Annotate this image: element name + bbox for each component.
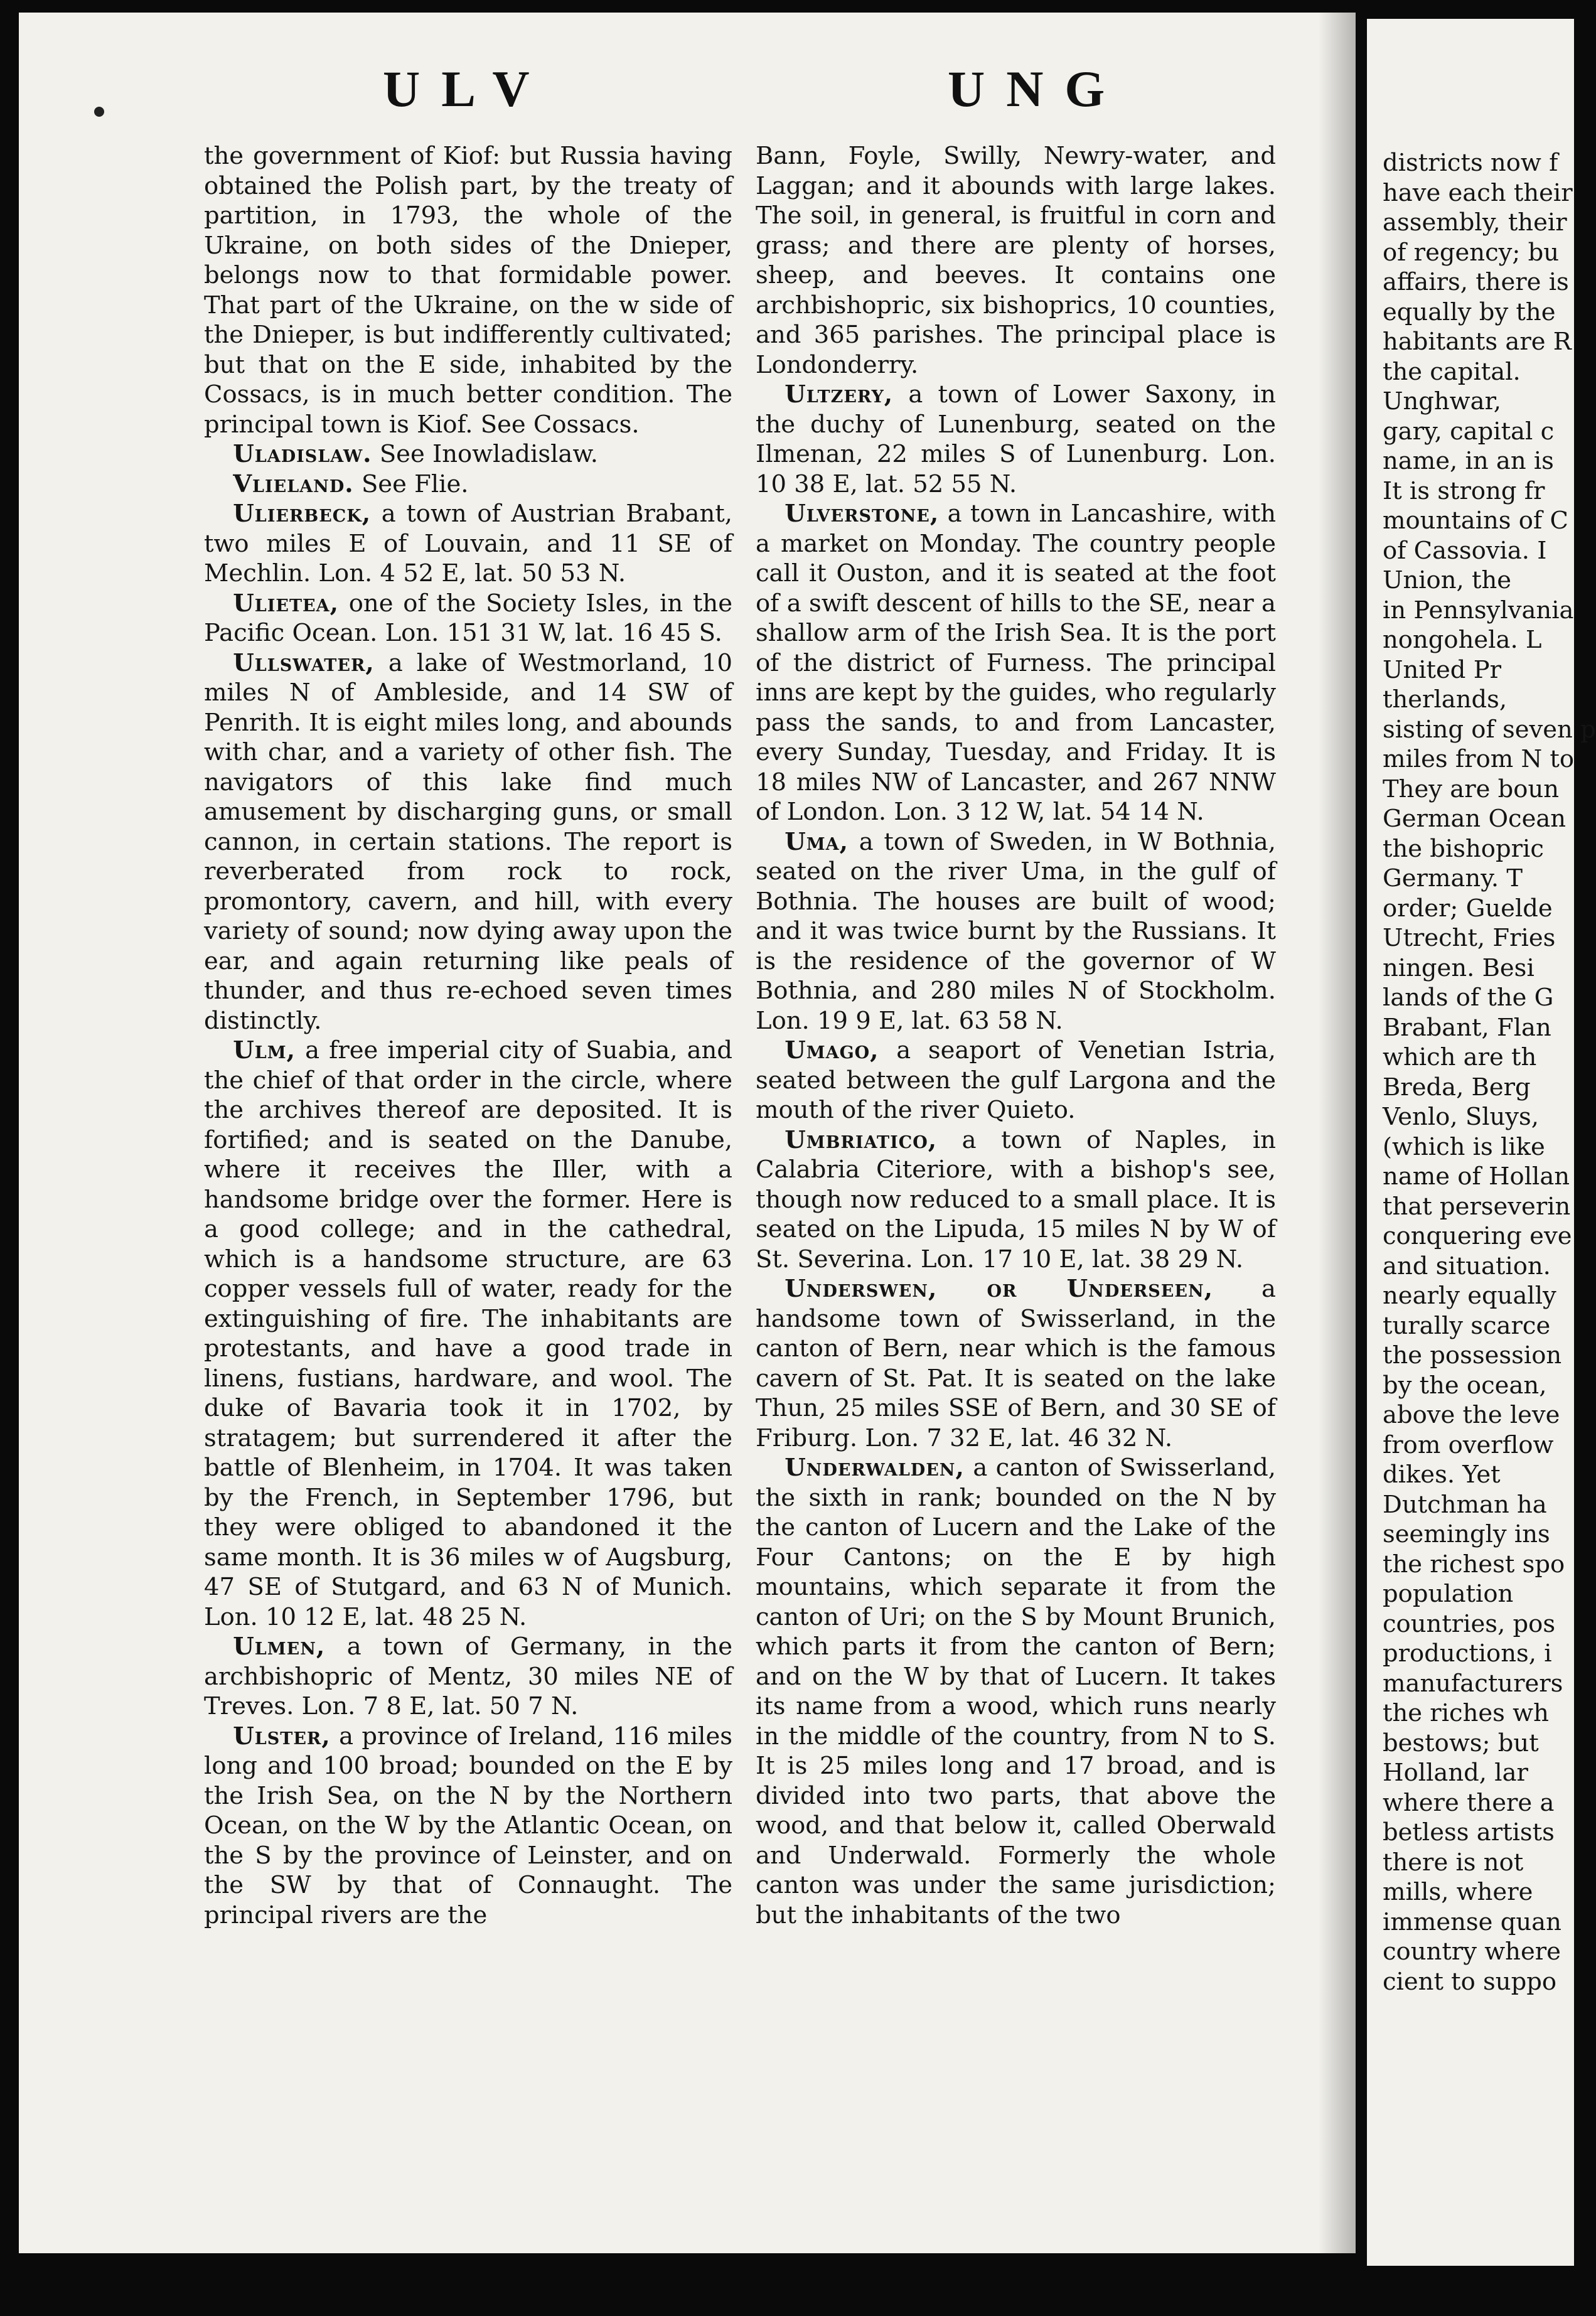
- cropped-text-line: immense quan: [1383, 1907, 1561, 1936]
- entry-headword: Underwalden,: [785, 1454, 965, 1482]
- dictionary-entry: [756, 499, 1276, 827]
- entry-text: a canton of Swisserland, the sixth in rank; bounded on the N by the canton of Lucern and the Lake of the Four Cantons; on the E by high mountains, which separate it from the canton of Uri; on the S by Mount Brunich, which parts it from the canton of Bern; and on the W by that of Lucern. It takes its name from a wood, which runs nearly in the middle of the country, from N to S. It is 25 miles long and 17 broad, and is divided into two parts, that above the wood, and that below it, called Oberwald and Underwald. Formerly the whole canton was under the same jurisdiction; but the inhabitants of the two: [756, 1454, 1276, 1929]
- cropped-text-line: Dutchman ha: [1383, 1490, 1547, 1519]
- cropped-text-line: conquering eve: [1383, 1222, 1572, 1250]
- cropped-text-line: nongohela. L: [1383, 626, 1542, 654]
- entry-headword: Ulietea,: [233, 589, 339, 618]
- dictionary-entry: [756, 827, 1276, 1036]
- cropped-text-line: gary, capital c: [1383, 417, 1555, 446]
- dictionary-entry: [204, 589, 732, 648]
- cropped-text-line: seemingly ins: [1383, 1520, 1550, 1548]
- cropped-text-line: It is strong fr: [1383, 476, 1545, 505]
- cropped-text-line: order; Guelde: [1383, 894, 1553, 923]
- cropped-text-line: manufacturers: [1383, 1669, 1563, 1698]
- cropped-text-line: which are th: [1383, 1043, 1537, 1071]
- entry-text: a town of Lower Saxony, in the duchy of Lunenburg, seated on the Ilmenan, 22 miles S of Lunenburg. Lon. 10 38 E, lat. 52 55 N.: [756, 380, 1276, 498]
- entry-headword: Umago,: [785, 1036, 879, 1064]
- cropped-text-line: where there a: [1383, 1788, 1555, 1817]
- cropped-text-line: by the ocean,: [1383, 1371, 1547, 1400]
- cropped-text-line: nearly equally: [1383, 1282, 1556, 1310]
- cropped-text-line: country where: [1383, 1938, 1561, 1966]
- entry-text: the government of Kiof: but Russia having obtained the Polish part, by the treaty of partition, in 1793, the whole of the Ukraine, on both sides of the Dnieper, belongs now to that formidable power. That part of the Ukraine, on the w side of the Dnieper, is but indifferently cultivated; but that on the E side, inhabited by the Cossacs, is in much better condition. The principal town is Kiof. See Cossacs.: [204, 142, 732, 439]
- dictionary-entry: [756, 1036, 1276, 1125]
- cropped-text-line: productions, i: [1383, 1639, 1552, 1668]
- cropped-text-line: affairs, there is: [1383, 268, 1569, 296]
- cropped-text-line: Venlo, Sluys,: [1383, 1103, 1540, 1131]
- dictionary-entry: [756, 380, 1276, 499]
- cropped-text-line: (which is like: [1383, 1132, 1545, 1161]
- dictionary-entry: [204, 439, 732, 469]
- entry-text: See Inowladislaw.: [379, 440, 599, 468]
- cropped-text-line: countries, pos: [1383, 1609, 1556, 1638]
- running-header-left: ULV: [383, 60, 551, 117]
- cropped-text-line: mills, where: [1383, 1878, 1533, 1906]
- cropped-text-line: Brabant, Flan: [1383, 1013, 1551, 1042]
- entry-headword: Ulmen,: [233, 1632, 326, 1661]
- ink-dot: [94, 107, 104, 117]
- dictionary-entry: [756, 1453, 1276, 1930]
- cropped-text-line: Holland, lar: [1383, 1759, 1528, 1787]
- entry-text: a town of Austrian Brabant, two miles E of Louvain, and 11 SE of Mechlin. Lon. 4 52 E, lat. 50 53 N.: [204, 500, 732, 587]
- dictionary-entry: [756, 1125, 1276, 1275]
- entry-headword: Ulverstone,: [785, 500, 940, 528]
- dictionary-entry: [204, 648, 732, 1036]
- cropped-text-line: the richest spo: [1383, 1550, 1565, 1579]
- cropped-text-line: They are boun: [1383, 775, 1560, 803]
- dictionary-entry: [204, 499, 732, 589]
- entry-headword: Umbriatico,: [785, 1125, 938, 1154]
- left-text-column: [204, 141, 732, 2231]
- cropped-text-line: that perseverin: [1383, 1192, 1571, 1221]
- cropped-text-line: turally scarce: [1383, 1311, 1551, 1340]
- cropped-text-line: above the leve: [1383, 1401, 1560, 1429]
- dictionary-entry: [204, 1036, 732, 1632]
- cropped-text-line: cient to suppo: [1383, 1967, 1557, 1996]
- cropped-text-line: Union, the: [1383, 566, 1512, 594]
- cropped-text-line: name, in an is: [1383, 447, 1554, 475]
- cropped-text-line: bestows; but: [1383, 1729, 1539, 1757]
- entry-text: See Flie.: [361, 469, 469, 498]
- entry-text: a town of Sweden, in W Bothnia, seated on the river Uma, in the gulf of Bothnia. The houses are built of wood; and it was twice burnt by the Russians. It is the residence of the governor of W Bothnia, and 280 miles N of Stockholm. Lon. 19 9 E, lat. 63 58 N.: [756, 827, 1276, 1035]
- cropped-text-line: name of Hollan: [1383, 1162, 1570, 1191]
- entry-headword: Ulierbeck,: [233, 500, 372, 528]
- entry-text: a town in Lancashire, with a market on Monday. The country people call it Ouston, and it is seated at the foot of a swift descent of hills to the SE, near a shallow arm of the Irish Sea. It is the port of the district of Furness. The principal inns are kept by the guides, who regularly pass the sands, to and from Lancaster, every Sunday, Tuesday, and Friday. It is 18 miles NW of Lancaster, and 267 NNW of London. Lon. 3 12 W, lat. 54 14 N.: [756, 500, 1276, 826]
- cropped-text-line: districts now f: [1383, 149, 1558, 177]
- cropped-text-line: from overflow: [1383, 1430, 1554, 1459]
- entry-text: Bann, Foyle, Swilly, Newry-water, and Laggan; and it abounds with large lakes. The soil, in general, is fruitful in corn and grass; and there are plenty of horses, sheep, and beeves. It contains one archbishopric, six bishoprics, 10 counties, and 365 parishes. The principal place is Londonderry.: [756, 142, 1276, 379]
- entry-text: a seaport of Venetian Istria, seated between the gulf Largona and the mouth of the river Quieto.: [756, 1036, 1276, 1124]
- cropped-text-line: of regency; bu: [1383, 238, 1560, 267]
- entry-text: a handsome town of Swisserland, in the canton of Bern, near which is the famous cavern of St. Pat. It is seated on the lake Thun, 25 miles SSE of Bern, and 30 SE of Friburg. Lon. 7 32 E, lat. 46 32 N.: [756, 1275, 1276, 1452]
- spine-shadow: [1318, 13, 1356, 2253]
- entry-headword: Ulster,: [233, 1722, 331, 1750]
- cropped-text-line: Utrecht, Fries: [1383, 924, 1556, 952]
- cropped-text-line: and situation.: [1383, 1252, 1551, 1280]
- entry-headword: Ultzery,: [785, 380, 894, 409]
- entry-text: a free imperial city of Suabia, and the chief of that order in the circle, where the archives thereof are deposited. It is fortified; and is seated on the Danube, where it receives the Iller, with a handsome bridge over the former. Here is a good college; and in the cathedral, which is a handsome structure, are 63 copper vessels full of water, ready for the extinguishing of fire. The inhabitants are protestants, and have a good trade in linens, fustians, hardware, and wool. The duke of Bavaria took it in 1702, by stratagem; but surrendered it after the battle of Blenheim, in 1704. It was taken by the French, in September 1796, but they were obliged to abandoned it the same month. It is 36 miles w of Augsburg, 47 SE of Stutgard, and 63 N of Munich. Lon. 10 12 E, lat. 48 25 N.: [204, 1036, 733, 1631]
- cropped-text-line: equally by the: [1383, 298, 1556, 326]
- entry-text: one of the Society Isles, in the Pacific Ocean. Lon. 151 31 W, lat. 16 45 S.: [204, 589, 732, 647]
- entry-headword: Uma,: [785, 827, 849, 856]
- cropped-text-line: Germany. T: [1383, 864, 1523, 893]
- cropped-text-line: the capital.: [1383, 357, 1521, 386]
- cropped-text-line: sisting of seven p: [1383, 715, 1596, 744]
- cropped-text-line: United Pr: [1383, 655, 1502, 684]
- right-text-column-cropped: [1383, 148, 1596, 2238]
- cropped-text-line: mountains of C: [1383, 507, 1568, 535]
- cropped-text-line: the riches wh: [1383, 1699, 1549, 1727]
- cropped-text-line: the possession: [1383, 1341, 1562, 1370]
- cropped-text-line: in Pennsylvania: [1383, 596, 1574, 625]
- cropped-text-line: dikes. Yet: [1383, 1461, 1501, 1489]
- cropped-text-line: population: [1383, 1580, 1514, 1608]
- entry-text: a lake of Westmorland, 10 miles N of Ambleside, and 14 SW of Penrith. It is eight miles long, and abounds with char, and a variety of other fish. The navigators of this lake find much amusement by discharging guns, or small cannon, in certain stations. The report is reverberated from rock to rock, promontory, cavern, and hill, with every variety of sound; now dying away upon the ear, and again returning like peals of thunder, and thus re-echoed seven times distinctly.: [204, 648, 732, 1035]
- entry-text: a town of Naples, in Calabria Citeriore, with a bishop's see, though now reduced to a small place. It is seated on the Lipuda, 15 miles N by W of St. Severina. Lon. 17 10 E, lat. 38 29 N.: [756, 1125, 1276, 1273]
- entry-headword: Vlieland.: [233, 469, 354, 498]
- dictionary-entry: [756, 141, 1276, 380]
- cropped-text-line: miles from N to: [1383, 745, 1575, 773]
- dictionary-entry: [756, 1274, 1276, 1453]
- entry-headword: Ullswater,: [233, 648, 375, 677]
- cropped-text-line: habitants are R: [1383, 328, 1572, 356]
- entry-headword: Ulm,: [233, 1036, 296, 1064]
- cropped-text-line: therlands,: [1383, 685, 1508, 714]
- cropped-text-line: lands of the G: [1383, 984, 1554, 1012]
- cropped-text-line: German Ocean: [1383, 805, 1567, 833]
- dictionary-entry: [204, 141, 732, 439]
- dictionary-entry: [204, 1632, 732, 1722]
- cropped-text-line: the bishopric: [1383, 834, 1544, 863]
- cropped-text-line: Breda, Berg: [1383, 1073, 1531, 1102]
- cropped-text-line: ningen. Besi: [1383, 953, 1534, 982]
- entry-headword: Uladislaw.: [233, 440, 372, 468]
- entry-headword: Underswen, or Underseen,: [785, 1275, 1214, 1303]
- entry-text: a town of Germany, in the archbishopric of Mentz, 30 miles NE of Treves. Lon. 7 8 E, lat. 50 7 N.: [204, 1632, 732, 1720]
- middle-text-column: [756, 141, 1276, 2231]
- cropped-text-line: betless artists: [1383, 1818, 1555, 1847]
- dictionary-entry: [204, 1722, 732, 1931]
- cropped-text-line: Unghwar,: [1383, 387, 1502, 415]
- cropped-text-line: of Cassovia. I: [1383, 536, 1547, 565]
- entry-text: a province of Ireland, 116 miles long and 100 broad; bounded on the E by the Irish Sea, on the N by the Northern Ocean, on the W by the Atlantic Ocean, on the S by the province of Leinster, and on the SW by that of Connaught. The principal rivers are the: [204, 1722, 732, 1929]
- cropped-text-line: there is not: [1383, 1848, 1524, 1877]
- cropped-text-line: have each their: [1383, 178, 1573, 207]
- cropped-text-line: assembly, their: [1383, 208, 1567, 237]
- dictionary-entry: [204, 469, 732, 500]
- running-header-right: UNG: [948, 60, 1127, 117]
